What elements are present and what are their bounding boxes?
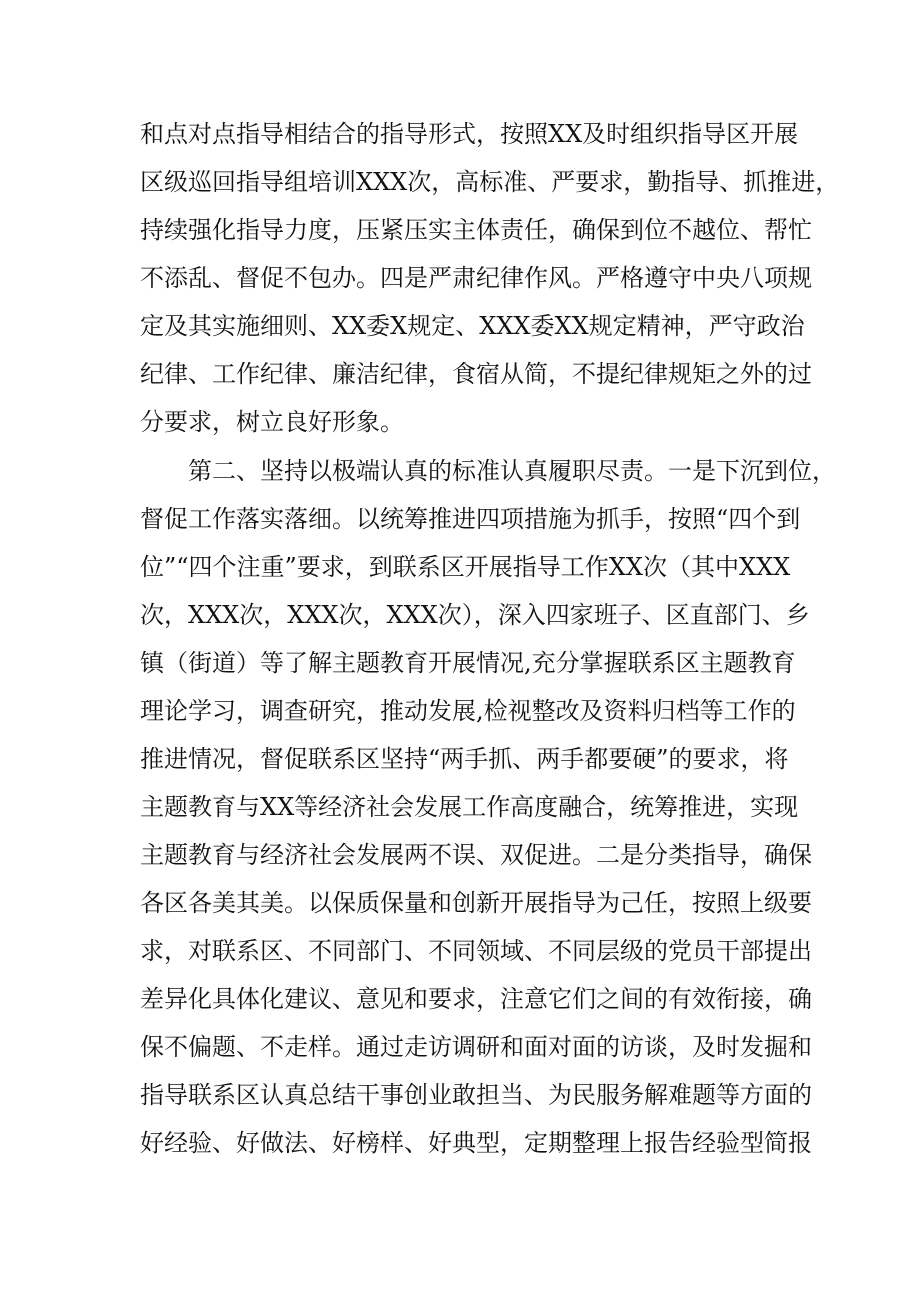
text-line: 纪律、工作纪律、廉洁纪律，食宿从简，不提纪律规矩之外的过 [140, 360, 812, 388]
text-line: 分要求，树立良好形象。 [140, 408, 404, 436]
text-line: 主题教育与经济社会发展两不误、双促进。二是分类指导，确保 [140, 841, 812, 869]
text-line: 次，XXX次，XXX次，XXX次），深入四家班子、区直部门、乡 [140, 601, 810, 629]
text-line: 主题教育与XX等经济社会发展工作高度融合，统筹推进，实现 [140, 793, 799, 821]
text-line: 各区各美其美。以保质保量和创新开展指导为己任，按照上级要 [140, 889, 812, 917]
text-line: 指导联系区认真总结干事创业敢担当、为民服务解难题等方面的 [140, 1081, 812, 1109]
paragraph-first-line: 第二、坚持以极端认真的标准认真履职尽责。一是下沉到位， [188, 457, 836, 485]
text-line: 定及其实施细则、XX委X规定、XXX委XX规定精神，严守政治 [140, 312, 805, 340]
text-line: 差异化具体化建议、意见和要求，注意它们之间的有效衔接，确 [140, 985, 812, 1013]
text-line: 位”“四个注重”要求，到联系区开展指导工作XX次（其中XXX [140, 553, 791, 581]
text-line: 和点对点指导相结合的指导形式，按照XX及时组织指导区开展 [140, 120, 799, 148]
text-line: 理论学习，调查研究，推动发展,检视整改及资料归档等工作的 [140, 697, 796, 725]
text-line: 好经验、好做法、好榜样、好典型，定期整理上报告经验型简报 [140, 1129, 812, 1157]
text-line: 推进情况，督促联系区坚持“两手抓、两手都要硬”的要求，将 [140, 745, 789, 773]
text-line: 保不偏题、不走样。通过走访调研和面对面的访谈，及时发掘和 [140, 1033, 812, 1061]
text-line: 持续强化指导力度，压紧压实主体责任，确保到位不越位、帮忙 [140, 216, 812, 244]
text-line: 不添乱、督促不包办。四是严肃纪律作风。严格遵守中央八项规 [140, 264, 812, 292]
text-line: 求，对联系区、不同部门、不同领域、不同层级的党员干部提出 [140, 937, 812, 965]
text-line: 督促工作落实落细。以统筹推进四项措施为抓手，按照“四个到 [140, 505, 801, 533]
text-line: 镇（街道）等了解主题教育开展情况,充分掌握联系区主题教育 [140, 649, 796, 677]
text-line: 区级巡回指导组培训XXX次，高标准、严要求，勤指导、抓推进， [140, 168, 840, 196]
